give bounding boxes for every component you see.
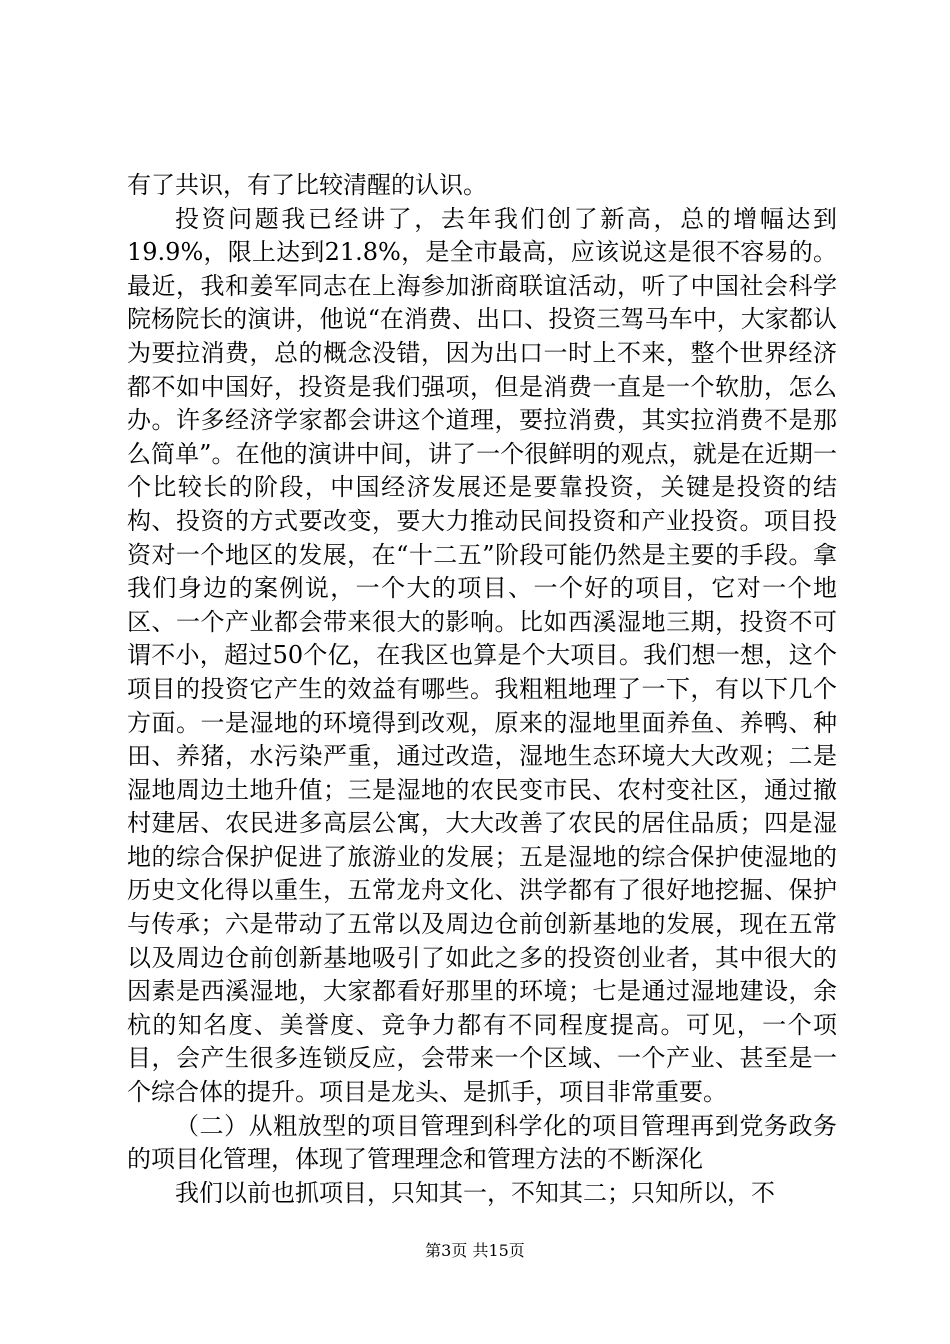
page-number: 第3页 共15页 — [425, 1241, 525, 1260]
document-body — [127, 169, 837, 1210]
paragraph-continuation: 有了共识，有了比较清醒的认识。 — [127, 171, 487, 199]
paragraph-project-management: 我们以前也抓项目，只知其一，不知其二；只知所以，不 — [175, 1178, 775, 1207]
section-heading-2: （二）从粗放型的项目管理到科学化的项目管理再到党务政务的项目化管理，体现了管理理念和管理方法的不断深化 — [127, 1111, 837, 1174]
page-footer — [0, 1241, 950, 1261]
paragraph-investment: 投资问题我已经讲了，去年我们创了新高，总的增幅达到19.9%，限上达到21.8%，是全市最高，应该说这是很不容易的。最近，我和姜军同志在上海参加浙商联谊活动，听了中国社会科学院杨院长的演讲，他说“在消费、出口、投资三驾马车中，大家都认为要拉消费，总的概念没错，因为出口一时上不来，整个世界经济都不如中国好，投资是我们强项，但是消费一直是一个软肋，怎么办。许多经济学家都会讲这个道理，要拉消费，其实拉消费不是那么简单”。在他的演讲中间，讲了一个很鲜明的观点，就是在近期一个比较长的阶段，中国经济发展还是要靠投资，关键是投资的结构、投资的方式要改变，要大力推动民间投资和产业投资。项目投资对一个地区的发展，在“十二五”阶段可能仍然是主要的手段。拿我们身边的案例说，一个大的项目、一个好的项目，它对一个地区、一个产业都会带来很大的影响。比如西溪湿地三期，投资不可谓不小，超过50个亿，在我区也算是个大项目。我们想一想，这个项目的投资它产生的效益有哪些。我粗粗地理了一下，有以下几个方面。一是湿地的环境得到改观，原来的湿地里面养鱼、养鸭、种田、养猪，水污染严重，通过改造，湿地生态环境大大改观；二是湿地周边土地升值；三是湿地的农民变市民、农村变社区，通过撤村建居、农民进多高层公寓，大大改善了农民的居住品质；四是湿地的综合保护促进了旅游业的发展；五是湿地的综合保护使湿地的历史文化得以重生，五常龙舟文化、洪学都有了很好地挖掘、保护与传承；六是带动了五常以及周边仓前创新基地的发展，现在五常以及周边仓前创新基地吸引了如此之多的投资创业者，其中很大的因素是西溪湿地，大家都看好那里的环境；七是通过湿地建设，余杭的知名度、美誉度、竞争力都有不同程度提高。可见，一个项目，会产生很多连锁反应，会带来一个区域、一个产业、甚至是一个综合体的提升。项目是龙头、是抓手，项目非常重要。 — [127, 204, 837, 1107]
